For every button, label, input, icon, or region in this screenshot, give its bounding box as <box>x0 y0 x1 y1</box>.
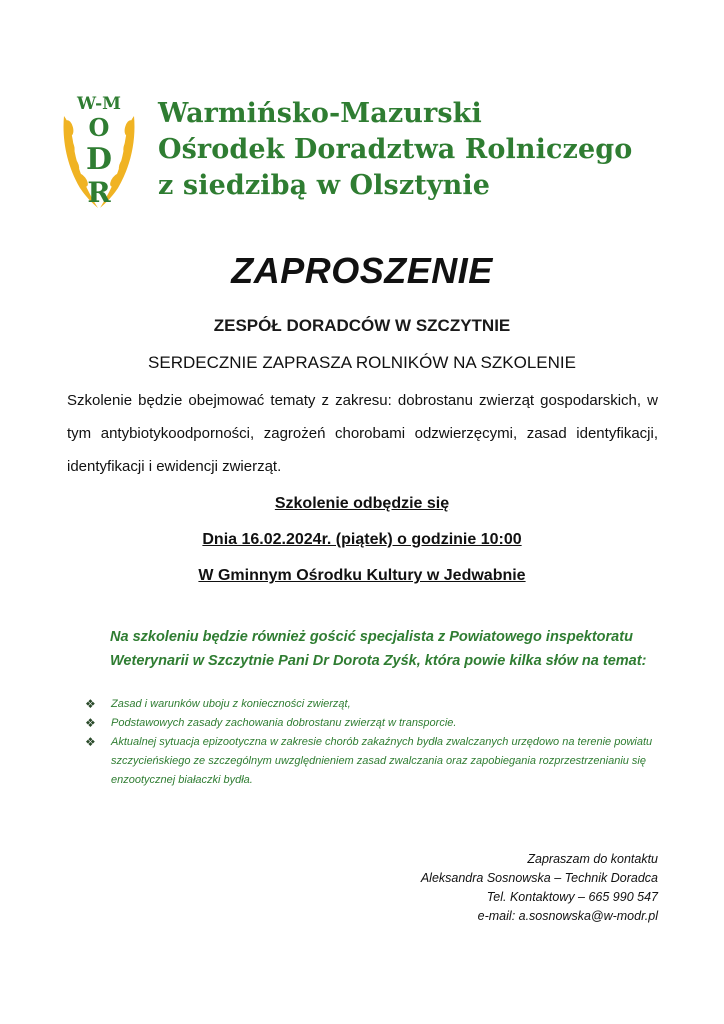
training-location: W Gminnym Ośrodku Kultury w Jedwabnie <box>198 567 526 584</box>
list-item <box>85 695 665 714</box>
topic-text: Podstawowych zasady zachowania dobrostanu zwierząt w transporcie. <box>111 717 457 729</box>
wheat-logo-icon <box>58 92 140 210</box>
page-title: ZAPROSZENIE <box>231 250 493 291</box>
wm-odr-logo <box>58 92 140 210</box>
contact-phone: Tel. Kontaktowy – 665 990 547 <box>486 890 658 904</box>
organization-name <box>158 96 678 204</box>
training-date: Dnia 16.02.2024r. (piątek) o godzinie 10:00 <box>202 531 522 548</box>
training-announcement: Szkolenie odbędzie się <box>274 495 450 512</box>
contact-intro: Zapraszam do kontaktu <box>527 852 658 866</box>
diamond-bullet-icon: ❖ <box>85 697 96 711</box>
specialist-note: Na szkoleniu będzie również gościć specjalista z Powiatowego inspektoratu Weterynarii w Szczytnie Pani Dr Dorota Zyśk, która powie kilka słów na temat: <box>110 629 647 669</box>
org-name-line-1: Warmińsko-Mazurski <box>158 98 482 129</box>
topics-list <box>85 695 665 790</box>
contact-email: e-mail: a.sosnowska@w-modr.pl <box>477 909 658 923</box>
svg-text:O: O <box>88 113 110 142</box>
contact-person: Aleksandra Sosnowska – Technik Doradca <box>420 871 658 885</box>
org-name-line-2: Ośrodek Doradztwa Rolniczego <box>158 134 633 165</box>
diamond-bullet-icon: ❖ <box>85 735 96 749</box>
topic-text: Zasad i warunków uboju z konieczności zwierząt, <box>111 698 351 710</box>
invitation-subtitle: SERDECZNIE ZAPRASZA ROLNIKÓW NA SZKOLENIE <box>148 353 576 372</box>
list-item <box>85 714 665 733</box>
svg-text:R: R <box>87 176 111 209</box>
diamond-bullet-icon: ❖ <box>85 716 96 730</box>
topic-text: Aktualnej sytuacja epizootyczna w zakresie chorób zakaźnych bydła zwalczanych urzędowo na terenie powiatu szczycieńskiego ze szczególnym uwzględnieniem zasad zwalczania oraz zapobiegania rozprzestrzenianiu się enzootycznej białaczki bydła. <box>111 736 653 786</box>
contact-block <box>421 850 658 926</box>
svg-text:D: D <box>85 142 113 177</box>
list-item <box>85 733 665 790</box>
org-name-line-3: z siedzibą w Olsztynie <box>158 170 490 201</box>
training-description: Szkolenie będzie obejmować tematy z zakresu: dobrostanu zwierząt gospodarskich, w tym antybiotykoodporności, zagrożeń chorobami odzwierzęcymi, zasad identyfikacji, identyfikacji i ewidencji zwierząt. <box>67 392 658 475</box>
team-heading: ZESPÓŁ DORADCÓW W SZCZYTNIE <box>213 316 511 335</box>
svg-text:W-M: W-M <box>76 94 122 114</box>
